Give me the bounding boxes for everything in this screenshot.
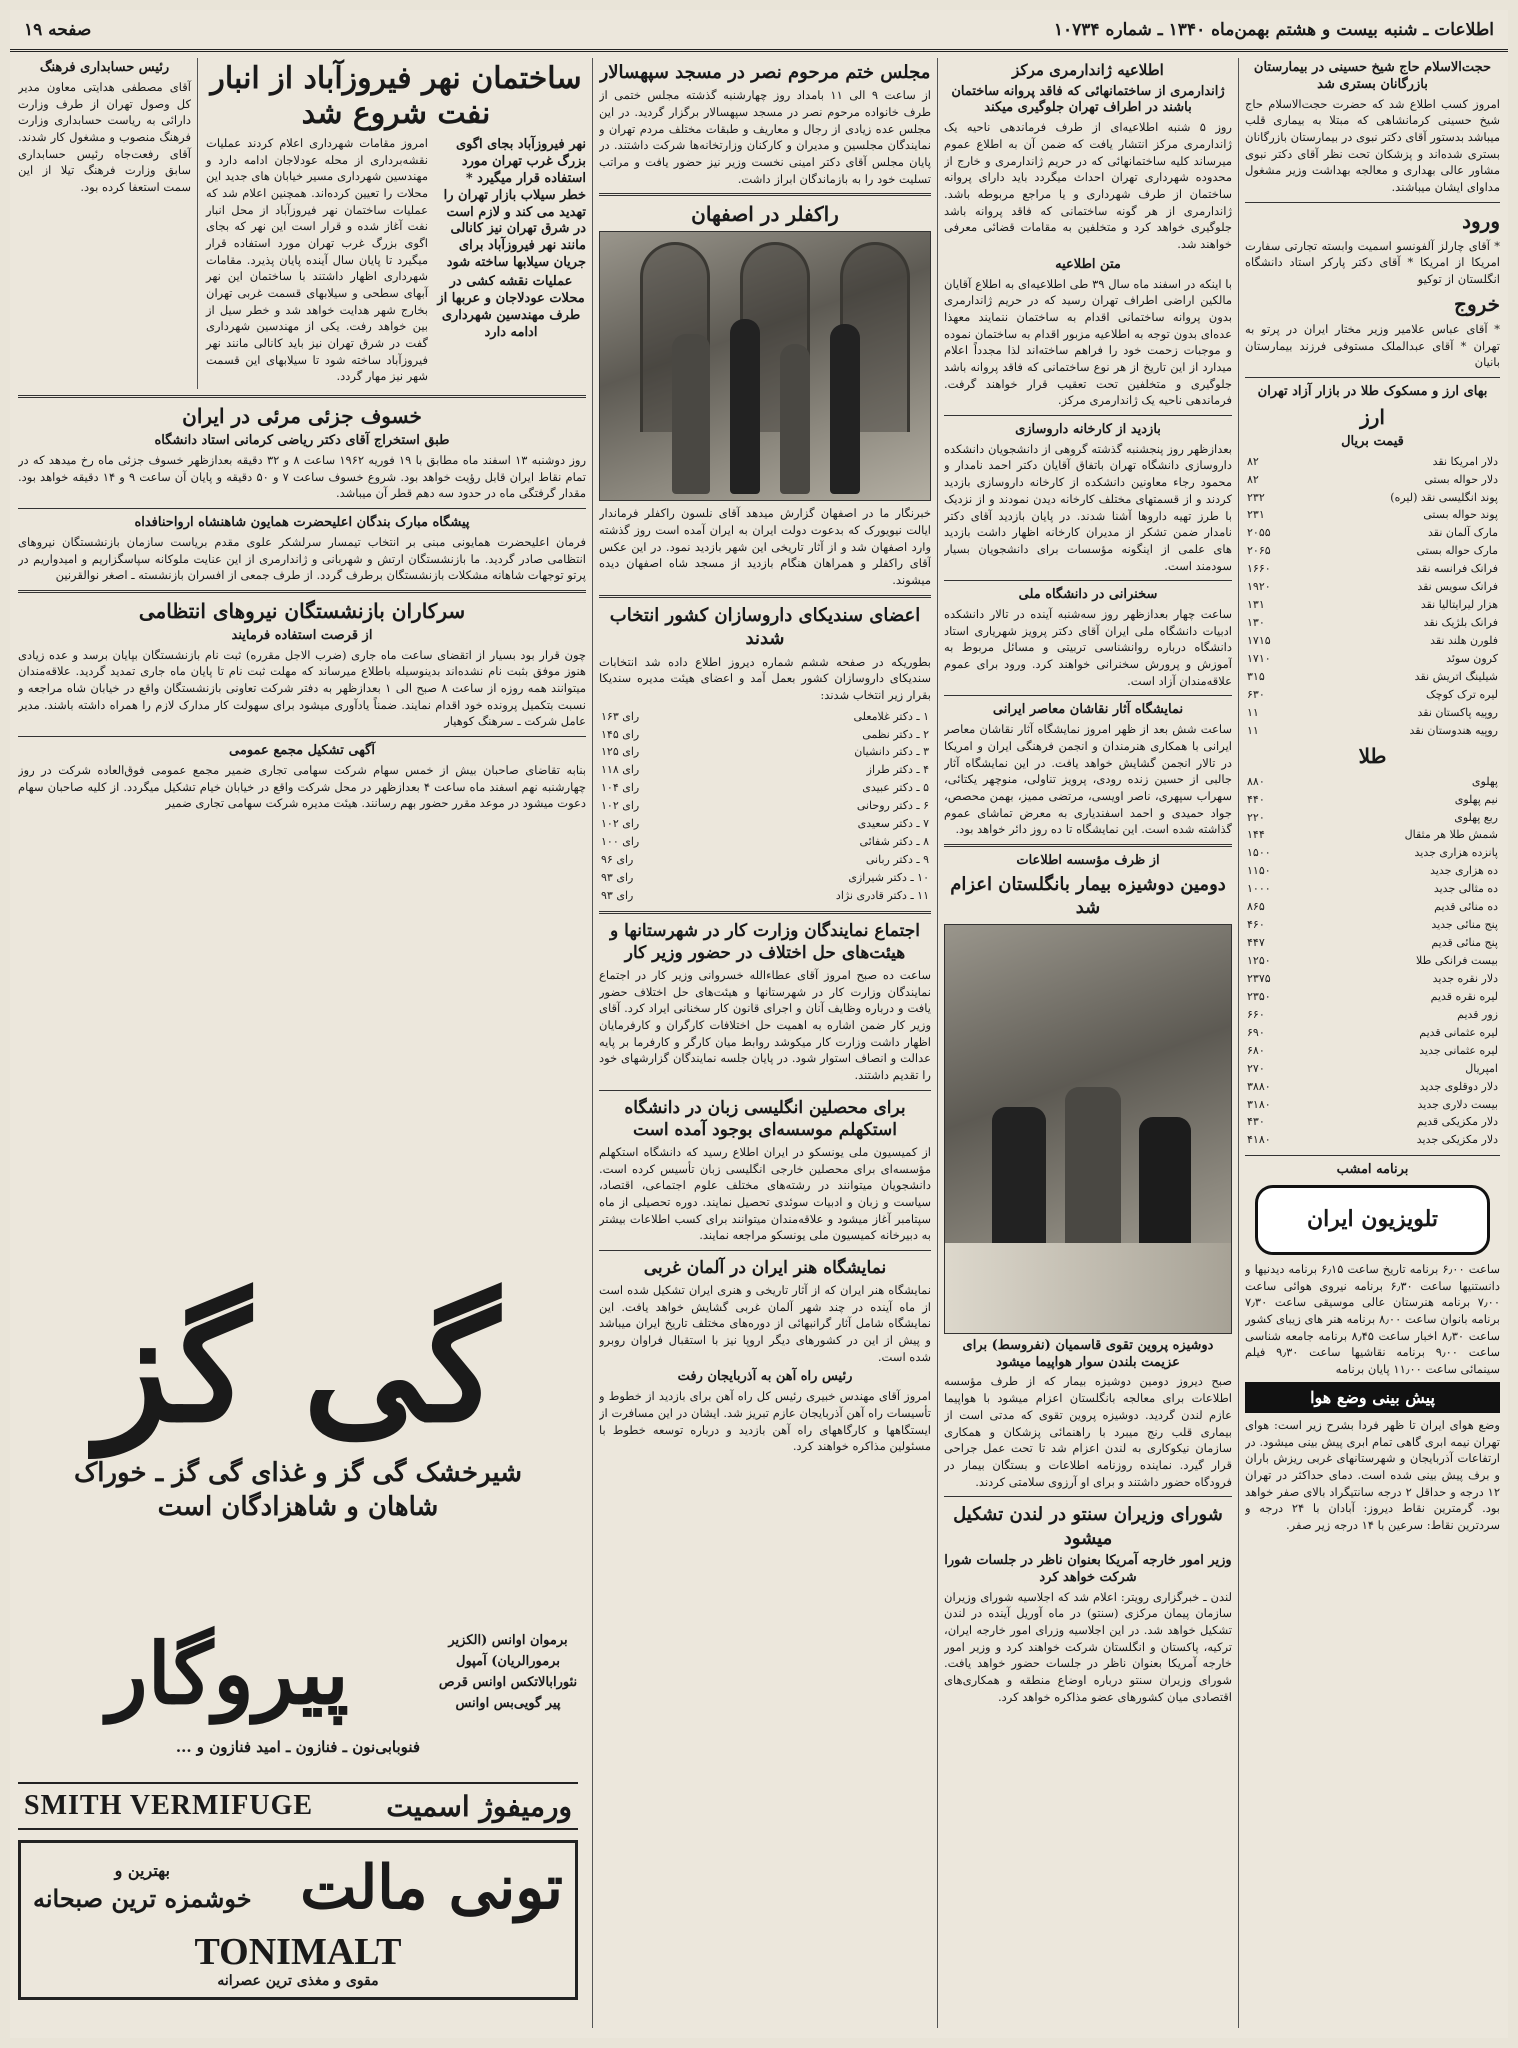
story-title: شورای وزیران سنتو در لندن تشکیل میشود — [953, 1504, 1223, 1549]
table-row — [1245, 916, 1500, 934]
row-value: ۲۷۰ — [1247, 1061, 1265, 1075]
story-body: صبح دیروز دومین دوشیزه بیمار که از طرف مؤسسه اطلاعات برای معالجه بانگلستان اعزام میشود با هواپیما عازم لندن گردید. دوشیزه پروین تقوی که مدتی است از بیماری قلب رنج میبرد با راهنمائی پزشکان و همکاری سازمان نیکوکاری به لندن اعزام شد تا تحت عمل جراحی قرار گیرد. نماینده روزنامه اطلاعات و بستگان بیمار در فرودگاه حضور داشتند و برای او آرزوی سلامتی کردند. — [944, 1374, 1232, 1489]
row-label: شمش طلا هر مثقال — [1404, 828, 1498, 842]
table-row — [1245, 596, 1500, 614]
row-label: پهلوی — [1471, 774, 1498, 788]
row-value: ۱۰۲ رای — [601, 799, 640, 813]
story-title: پیشگاه مبارک بندگان اعلیحضرت همایون شاهنشاه ارواحنافداه — [134, 514, 470, 530]
row-value: ۲۰۵۵ — [1247, 526, 1271, 540]
tonimalt-fa-logo: تونی مالت — [300, 1853, 563, 1923]
row-value: ۱۰۲ رای — [601, 817, 640, 831]
masthead-issue: اطلاعات ـ شنبه بیست و هشتم بهمن‌ماه ۱۳۴۰ ـ شماره ۱۰۷۳۴ — [1053, 19, 1494, 40]
table-row — [1245, 1024, 1500, 1042]
story-title: خسوف جزئی مرئی در ایران — [182, 404, 422, 429]
row-label: کرون سوئد — [1446, 651, 1498, 665]
gold-heading: طلا — [1358, 743, 1387, 768]
row-label: پوند حواله بستی — [1423, 508, 1498, 522]
story-body: از کمیسیون ملی یونسکو در ایران اطلاع رسید که دانشگاه استکهلم مؤسسه‌ای برای محصلین خارجی انگلیسی زبان تأسیس کرده است. دانشجویان میتوانند در رشته‌های مختلف علوم اجتماعی، اقتصاد، سیاست و زبان و ادبیات سوئدی تحصیل نمایند. دوره تحصیلی از ماه سپتامبر آغاز میشود و علاقه‌مندان میتوانند برای کسب اطلاعات بیشتر به دبیرخانه کمیسیون ملی یونسکو مراجعه نمایند. — [599, 1144, 931, 1243]
story-title: راکفلر در اصفهان — [691, 202, 839, 227]
row-value: ۱۱ — [1247, 705, 1259, 719]
row-label: بیست دلاری جدید — [1417, 1097, 1498, 1111]
tonimalt-slogan-1: بهترین و — [114, 1861, 170, 1880]
table-row — [1245, 934, 1500, 952]
row-value: ۸۸۰ — [1247, 774, 1265, 788]
row-label: پنج منائی قدیم — [1431, 936, 1498, 950]
patient-departure-photo — [944, 924, 1232, 1334]
table-row — [1245, 773, 1500, 791]
row-value: ۱۳۰ — [1247, 616, 1265, 630]
story-source: از ظرف مؤسسه اطلاعات — [1016, 853, 1160, 869]
smith-fa: ورمیفوژ اسمیت — [386, 1789, 572, 1823]
story-body: بطوریکه در صفحه ششم شماره دیروز اطلاع داده شد انتخابات سندیکای داروسازان کشور بعمل آمد و اعضای هیئت مدیره سندیکا بقرار زیر انتخاب شدند: — [599, 654, 931, 702]
story-body: فرمان اعلیحضرت همایونی مبنی بر انتخاب تیمسار سرلشکر علوی مقدم بریاست سازمان بازنشستگان نیروهای انتظامی صادر گردید. ما بازنشستگان ارتش و شهربانی و ژاندارمری از این عنایت ملوکانه سپاسگزاریم و امیدواریم در پرتو توجهات شاهانه مشکلات بازنشستگان برطرف گردد. از طرف جمعی از افسران بازنشسته ـ اصغر نوالقرنین — [18, 534, 586, 583]
column-announcements — [944, 58, 1232, 2028]
story-title: بازدید از کارخانه داروسازی — [1015, 421, 1161, 437]
row-value: ۳۱۸۰ — [1247, 1097, 1271, 1111]
row-label: ۶ ـ دکتر روحانی — [856, 799, 929, 813]
row-label: دلار دوقلوی جدید — [1419, 1079, 1498, 1093]
story-subtitle: متن اطلاعیه — [1055, 256, 1121, 272]
row-label: مارک آلمان نقد — [1428, 526, 1498, 540]
table-row — [1245, 952, 1500, 970]
story-body: امروز مقامات شهرداری اعلام کردند عملیات نقشه‌برداری از محله عودلاجان ادامه دارد و مهندسین شهرداری مسیر خیابان های جدید این محلات را تعیین کرده‌اند. همچنین اعلام شد که عملیات ساختمان نهر فیروزآباد از محل انبار نفت آغاز شده و قرار است این نهر که بجای اگوی بزرگ غرب تهران مورد استفاده قرار میگیرد تا پایان سال آینده پایان پذیرد. مقامات شهرداری اظهار داشتند با ساختمان این نهر آبهای سطحی و سیلابهای قسمت غربی تهران بخارج شهر هدایت خواهد شد و خطر سیل از بین خواهد رفت. یکی از مهندسین شهرداری گفت در شرق تهران نیز باید کانالی مانند نهر فیروزآباد ساخته شود تا سیلابهای این قسمت شهر نیز مهار گردد. — [206, 136, 428, 384]
row-value: ۱۹۲۰ — [1247, 580, 1271, 594]
gold-table — [1245, 773, 1500, 1150]
table-row — [1245, 578, 1500, 596]
guigoz-tagline: شیرخشک گی گز و غذای گی گز ـ خوراک — [73, 1458, 523, 1488]
row-value: ۶۹۰ — [1247, 1025, 1265, 1039]
tv-schedule: ساعت ۶٫۰۰ برنامه تاریخ ساعت ۶٫۱۵ برنامه دیدنیها و دانستنیها ساعت ۶٫۳۰ برنامه نیروی هوائی ساعت ۷٫۰۰ برنامه هنرستان عالی موسیقی ساعت ۷٫۳۰ برنامه بانوان ساعت ۸٫۰۰ برنامه هنر های زیبای کشور ساعت ۸٫۳۰ اخبار ساعت ۸٫۴۵ برنامه جامعه شناسی ساعت ۹٫۰۰ برنامه نقاشیها ساعت ۹٫۳۰ فیلم سینمائی ساعت ۱۱٫۰۰ پایان برنامه — [1245, 1262, 1500, 1377]
row-value: ۱۱۵۰ — [1247, 864, 1271, 878]
rates-heading: بهای ارز و مسکوک طلا در بازار آزاد تهران — [1257, 383, 1488, 399]
row-value: ۲۳۷۵ — [1247, 971, 1271, 985]
table-row — [1245, 650, 1500, 668]
row-value: ۱۶۳ رای — [601, 709, 640, 723]
table-row — [1245, 880, 1500, 898]
story-title: رئیس حسابداری فرهنگ — [39, 60, 170, 75]
table-row — [599, 726, 931, 744]
row-value: ۴۶۰ — [1247, 918, 1265, 932]
story-title: اعضای سندیکای داروسازان کشور انتخاب شدند — [609, 604, 921, 650]
row-label: ۸ ـ دکتر شفائی — [859, 835, 929, 849]
table-row — [599, 851, 931, 869]
row-label: ده مثالی جدید — [1433, 882, 1498, 896]
row-label: ۹ ـ دکتر ربانی — [865, 853, 929, 867]
row-label: فرانک فرانسه نقد — [1416, 562, 1498, 576]
table-row — [1245, 1060, 1500, 1078]
rockefeller-isfahan-photo — [599, 231, 931, 501]
story-title: سخنرانی در دانشگاه ملی — [1018, 587, 1158, 603]
table-row — [1245, 704, 1500, 722]
story-title: رئیس راه آهن به آذربایجان رفت — [677, 1369, 853, 1385]
row-value: ۱۳۱ — [1247, 598, 1265, 612]
row-value: ۱۰۰۰ — [1247, 882, 1271, 896]
row-label: نیم پهلوی — [1454, 792, 1498, 806]
story-body: ساعت ده صبح امروز آقای عطاءالله خسروانی وزیر کار در اجتماع نمایندگان وزارت کار در شهرستانها و هیئت‌های حل اختلاف حضور یافت و درباره وظایف آنان و اجرای قانون کار سخنانی ایراد کرد. آقای وزیر کار ضمن اشاره به اهمیت حل اختلافات کارگران و کارفرمایان اظهار داشت وزارت کار میکوشد روابط میان کارگر و کارفرما بر پایه عدالت و انصاف استوار شود. در پایان جلسه نمایندگان گزارشهای خود را تقدیم داشتند. — [599, 968, 931, 1083]
row-value: ۶۶۰ — [1247, 1007, 1265, 1021]
row-label: فرانک بلژیک نقد — [1423, 616, 1498, 630]
table-row — [599, 779, 931, 797]
story-body: امروز آقای مهندس خبیری رئیس کل راه آهن برای بازدید از خطوط و تأسیسات راه آهن آذربایجان عازم تبریز شد. ایشان در این مسافرت از ایستگاهها و کارگاههای راه آهن بازدید و درباره توسعه خطوط با مسئولین مذاکره خواهند کرد. — [599, 1389, 931, 1454]
table-row — [1245, 844, 1500, 862]
story-title: حجت‌الاسلام حاج شیخ حسینی در بیمارستان بازرگانان بستری شد — [1253, 60, 1492, 92]
row-value: ۱۱۸ رای — [601, 763, 640, 777]
row-label: دلار مکزیکی قدیم — [1416, 1115, 1498, 1129]
row-label: امپریال — [1465, 1061, 1498, 1075]
tv-logo: تلویزیون ایران — [1255, 1185, 1490, 1255]
table-row — [1245, 1113, 1500, 1131]
guigoz-tagline-2: شاهان و شاهزادگان است — [157, 1492, 439, 1522]
table-row — [1245, 524, 1500, 542]
table-row — [1245, 809, 1500, 827]
table-row — [1245, 668, 1500, 686]
story-subtitle: عملیات نقشه کشی در محلات عودلاجان و عربها از طرف مهندسین شهرداری ادامه دارد — [437, 274, 585, 340]
table-row — [1245, 686, 1500, 704]
row-label: ۵ ـ دکتر عبیدی — [862, 781, 929, 795]
column-center-news — [599, 58, 931, 2028]
story-title: مجلس ختم مرحوم نصر در مسجد سپهسالار — [599, 62, 931, 83]
story-body: با اینکه در اسفند ماه سال ۳۹ طی اطلاعیه‌ای به اطلاع آقایان مالکین اراضی اطراف تهران رسید که در حریم ژاندارمری بدون پروانه ساختمانی اقدام به ساختمان ننمایند معهذا عده‌ای بدون توجه به اطلاعیه مزبور اقدام به ساختمان نموده و موجبات زحمت خود را فراهم ساخته‌اند لذا مجدداً اعلام میدارد از این تاریخ از هر نوع ساختمانی که فاقد پروانه باشد جلوگیری و متخلفین تحت تعقیب قرار خواهند گرفت. فرماندهی ناحیه یک ژاندارمری مرکز. — [944, 276, 1232, 408]
row-value: ۴۱۸۰ — [1247, 1133, 1271, 1147]
row-label: ۱۰ ـ دکتر شیرازی — [848, 871, 929, 885]
story-body: امروز کسب اطلاع شد که حضرت حجت‌الاسلام حاج شیخ حسینی کرمانشاهی که مبتلا به بیماری قلب میباشد بدستور آقای دکتر نبوی در بیمارستان بازرگانان بستری شده‌اند و پزشکان تحت نظر آقای دکتر نبوی مشاور عالی بهداری و معالجه بهداشت وزیر مشغول مداوای ایشان میباشند. — [1245, 96, 1500, 195]
row-value: ۳۱۵ — [1247, 669, 1265, 683]
row-label: هزار لیرایتالیا نقد — [1420, 598, 1498, 612]
tonimalt-ad — [18, 1840, 578, 2000]
currency-heading: ارز — [1360, 404, 1385, 429]
table-row — [1245, 791, 1500, 809]
row-label: ۷ ـ دکتر سعیدی — [857, 817, 929, 831]
table-row — [1245, 1006, 1500, 1024]
guigoz-ad — [18, 1268, 578, 1598]
weather-body: وضع هوای ایران تا ظهر فردا بشرح زیر است: هوای تهران نیمه ابری گاهی تمام ابری پیش بینی میشود. در ارتفاعات آذربایجان و شهرستانهای غربی ریزش باران و برف پیش بینی شده است. دمای حداکثر در تهران ۱۲ درجه و حداقل ۲ درجه سانتیگراد بالای صفر خواهد بود. گرمترین نقاط دیروز: آبادان با ۲۴ درجه و سردترین نقاط: سرعین با ۱۴ درجه زیر صفر. — [1245, 1417, 1500, 1533]
row-label: روپیه هندوستان نقد — [1409, 723, 1498, 737]
table-row — [599, 743, 931, 761]
table-row — [1245, 898, 1500, 916]
tonimalt-slogan-2: خوشمزه ترین صبحانه — [33, 1884, 252, 1914]
arrivals-body: * آقای چارلز آلفونسو اسمیت وابسته تجارتی سفارت امریکا از امریکا * آقای دکتر پارکر استاد دانشگاه انگلستان از توکیو — [1245, 238, 1500, 287]
row-value: ۱۰۰ رای — [601, 835, 640, 849]
row-label: ربع پهلوی — [1454, 810, 1498, 824]
row-value: ۹۳ رای — [601, 888, 634, 902]
pirogar-footer: فنوبابی‌نون ـ فنازون ـ امید فنازون و ... — [175, 1738, 421, 1756]
row-value: ۳۸۸۰ — [1247, 1079, 1271, 1093]
pirogar-products: برموان اوانس (الکزیر برمورالریان) آمپول نئورابالاتکس اوانس قرص پیر گویی‌بس اوانس — [438, 1633, 578, 1711]
row-value: ۹۳ رای — [601, 871, 634, 885]
table-row — [599, 887, 931, 905]
masthead — [10, 10, 1508, 52]
row-label: شیلینگ اتریش نقد — [1414, 669, 1498, 683]
row-label: روپیه پاکستان نقد — [1417, 705, 1498, 719]
table-row — [1245, 862, 1500, 880]
row-label: ۳ ـ دکتر دانشیان — [854, 745, 929, 759]
row-label: ۱ ـ دکتر غلامعلی — [853, 709, 929, 723]
story-subtitle: از قرصت استفاده فرمایند — [231, 627, 373, 643]
row-label: ۴ ـ دکتر طراز — [866, 763, 929, 777]
table-row — [1245, 988, 1500, 1006]
story-title: اطلاعیه ژاندارمری مرکز — [1012, 61, 1164, 79]
row-value: ۸۲ — [1247, 472, 1259, 486]
story-body: روز ۵ شنبه اطلاعیه‌ای از طرف فرماندهی ناحیه یک ژاندارمری مرکز انتشار یافت که ضمن آن به اطلاع عموم میرساند کلیه ساختمانهائی که در حریم ژاندارمری و خارج از محدوده شهرداری تهران احداث میگردد باید دارای پروانه ساختمان از طرف شهرداری و یا مراجع مربوطه باشد. ژاندارمری از هر گونه ساختمانی که فاقد پروانه باشد جلوگیری خواهد کرد و متخلفین به مقامات قضائی معرفی خواهند شد. — [944, 120, 1232, 251]
table-row — [599, 708, 931, 726]
pirogar-ad — [18, 1608, 578, 1776]
row-label: مارک حواله بستی — [1416, 544, 1498, 558]
departures-body: * آقای عباس علامیر وزیر مختار ایران در پرتو به تهران * آقای عبدالملک مستوفی فرزند بیمارستان بانیان — [1245, 321, 1500, 370]
arrivals-heading: ورود — [1462, 208, 1500, 233]
story-body: از ساعت ۹ الی ۱۱ بامداد روز چهارشنبه گذشته مجلس ختمی از طرف خانواده مرحوم نصر در مسجد سپهسالار برگزار گردید. در این مجلس عده زیادی از رجال و معاریف و طبقات مختلف مردم تهران و نمایندگان مجلسین و مدیران و کارکنان وزارتخانه‌ها شرکت داشتند. در پایان مجلس آقای دکتر امینی نخست وزیر نیز حضور یافت و مراتب تسلیت خود را به بازماندگان ابراز داشت. — [599, 88, 931, 186]
column-news-rates — [1245, 58, 1500, 2028]
row-value: ۶۸۰ — [1247, 1043, 1265, 1057]
story-title: دومین دوشیزه بیمار بانگلستان اعزام شد — [950, 873, 1226, 919]
table-row — [1245, 722, 1500, 740]
row-value: ۱۵۰۰ — [1247, 846, 1271, 860]
row-value: ۶۳۰ — [1247, 687, 1265, 701]
weather-heading: پیش بینی وضع هوا — [1245, 1382, 1500, 1413]
story-body: چون قرار بود بسیار از اتقضای ساعت ماه جاری (ضرب الاجل مقرره) ثبت نام بازنشستگان بپایان برسد و عده زیادی هنوز موفق بثبت نام نشده‌اند بدینوسیله باطلاع میرساند که مهلت ثبت نام تا پایان ماه جاری تمدید گردید. علاقه‌مندان میتوانند همه روزه از ساعت ۸ صبح الی ۱ بعدازظهر به دفتر شرکت تعاونی بازنشستگان واقع در خیابان شاه مراجعه و نسبت بتکمیل پرونده خود اقدام نمایند. ضمناً یادآوری میشود برای سهولت کار مدارک لازم را همراه داشته باشند. مدیر عامل شرکت ـ سرهنگ کوهیار — [18, 647, 586, 729]
story-title: نمایشگاه آثار نقاشان معاصر ایرانی — [992, 702, 1184, 718]
row-value: ۴۴۰ — [1247, 792, 1265, 806]
row-value: ۱۴۴ — [1247, 828, 1265, 842]
story-title: ساختمان نهر فیروزآباد از انبار نفت شروع شد — [210, 61, 582, 131]
table-row — [1245, 614, 1500, 632]
row-label: لیره ترک کوچک — [1425, 687, 1498, 701]
row-label: لیره عثمانی جدید — [1419, 1043, 1498, 1057]
row-value: ۱۷۱۰ — [1247, 651, 1271, 665]
row-value: ۲۰۶۵ — [1247, 544, 1271, 558]
row-label: زور قدیم — [1457, 1007, 1498, 1021]
row-value: ۸۲ — [1247, 454, 1259, 468]
row-label: پوند انگلیسی نقد (لیره) — [1390, 490, 1498, 504]
table-row — [1245, 489, 1500, 507]
row-label: دلار نقره جدید — [1432, 971, 1498, 985]
smith-en: SMITH VERMIFUGE — [24, 1790, 314, 1821]
photo-caption: دوشیزه پروین تقوی قاسمیان (نفروسط) برای عزیمت بلندن سوار هواپیما میشود — [962, 1337, 1214, 1370]
row-label: لیره عثمانی قدیم — [1419, 1025, 1498, 1039]
table-row — [1245, 970, 1500, 988]
table-row — [1245, 826, 1500, 844]
row-label: ۲ ـ دکتر نظمی — [862, 727, 929, 741]
row-value: ۲۳۱ — [1247, 508, 1265, 522]
story-title: نمایشگاه هنر ایران در آلمان غربی — [643, 1258, 887, 1278]
row-value: ۸۶۵ — [1247, 900, 1265, 914]
table-row — [1245, 471, 1500, 489]
row-label: ده هزاری جدید — [1430, 864, 1498, 878]
story-body: بعدازظهر روز پنجشنبه گذشته گروهی از دانشجویان دانشکده داروسازی دانشگاه تهران باتفاق آقایان دکتر احمد نامدار و محمود رجاء معاونین دانشکده از کارخانه داروسازی بازدید کردند و از قسمتهای مختلف کارخانه دیدن نمودند و از نزدیک با طرز تهیه داروها آشنا شدند. در پایان بازدید آقای دکتر نامدار ضمن تشکر از مدیران کارخانه اظهار داشت بازدید های علمی از اینگونه مؤسسات برای دانشجویان بسیار سودمند است. — [944, 441, 1232, 573]
row-label: دلار حواله بستی — [1424, 472, 1498, 486]
row-label: دلار مکزیکی جدید — [1416, 1133, 1498, 1147]
story-subtitle: ژاندارمری از ساختمانهائی که فاقد پروانه ساختمان باشند در اطراف تهران جلوگیری میکند — [951, 83, 1225, 116]
story-body: نمایشگاه هنر ایران که از آثار تاریخی و هنری ایران تشکیل شده است از ماه آینده در چند شهر آلمان غربی گشایش خواهد یافت. این نمایشگاه شامل آثار گرانبهائی از دوره‌های مختلف تاریخ ایران میباشد و پیش از این در کشورهای دیگر اروپا نیز با استقبال فراوان روبرو شده است. — [599, 1283, 931, 1364]
currency-table — [1245, 453, 1500, 740]
story-body: آقای مصطفی هدایتی معاون مدیر کل وصول تهران از طرف وزارت دارائی به ریاست حسابداری وزارت فرهنگ منصوب و مشغول کار شدند. آقای رفعت‌جاه رئیس حسابداری سابق وزارت فرهنگ تیلا از این سمت استعفا کرده بود. — [18, 79, 191, 194]
guigoz-logo: گی گز — [96, 1280, 500, 1456]
story-body: لندن ـ خبرگزاری رویتر: اعلام شد که اجلاسیه شورای وزیران سازمان پیمان مرکزی (سنتو) در ماه آوریل آینده در لندن تشکیل خواهد شد. در این اجلاسیه وزرای امور خارجه ایران، ترکیه، پاکستان و انگلستان شرکت خواهند کرد و وزیر امور خارجه آمریکا بعنوان ناظر در جلسات حضور خواهد یافت. شورای وزیران سنتو درباره اوضاع منطقه و همکاری‌های اقتصادی میان کشورهای عضو مذاکره خواهد کرد. — [944, 1589, 1232, 1704]
table-row — [599, 761, 931, 779]
row-label: دلار امریکا نقد — [1432, 454, 1498, 468]
row-label: بیست فرانکی طلا — [1416, 954, 1498, 967]
table-row — [1245, 1096, 1500, 1114]
story-bullets: نهر فیروزآباد بجای اگوی بزرگ غرب تهران مورد استفاده قرار میگیرد * خطر سیلاب بازار تهران را تهدید می کند و لازم است در شرق تهران نیز کانالی مانند نهر فیروزآباد برای جریان سیلابها ساخته شود — [443, 137, 586, 271]
story-body: ساعت چهار بعدازظهر روز سه‌شنبه آینده در تالار دانشکده ادبیات دانشگاه ملی ایران آقای دکتر پرویز شهریاری استاد دانشگاه درباره روانشناسی تربیتی و مسائل مربوط به آموزش و پرورش سخنرانی خواهند کرد. ورود برای عموم علاقه‌مندان آزاد است. — [944, 607, 1232, 688]
row-label: فرانک سویس نقد — [1417, 580, 1498, 594]
syndicate-results-table — [599, 708, 931, 905]
tonimalt-en-logo: TONIMALT — [194, 1931, 402, 1973]
row-value: ۱۲۵۰ — [1247, 954, 1271, 967]
table-row — [1245, 632, 1500, 650]
story-subtitle: طبق استخراج آقای دکتر ریاضی کرمانی استاد دانشگاه — [154, 433, 450, 449]
row-value: ۴۳۰ — [1247, 1115, 1265, 1129]
row-label: لیره نقره قدیم — [1430, 989, 1498, 1003]
row-value: ۱۴۵ رای — [601, 727, 640, 741]
tv-heading: برنامه امشب — [1336, 1162, 1409, 1178]
masthead-page-number: صفحه ۱۹ — [24, 19, 92, 40]
row-value: ۱۷۱۵ — [1247, 634, 1271, 647]
story-body: بنابه تقاضای صاحبان بیش از خمس سهام شرکت سهامی تجاری ضمیر مجمع عمومی فوق‌العاده شرکت در روز چهارشنبه نهم اسفند ماه ساعت ۴ بعدازظهر در محل شرکت واقع در خیابان خیام تشکیل میگردد. از کلیه صاحبان سهام دعوت میشود در موعد مقرر حضور بهم رسانند. هیئت مدیره شرکت سهامی تجاری ضمیر — [18, 763, 586, 811]
row-value: ۲۲۰ — [1247, 810, 1265, 824]
story-title: برای محصلین انگلیسی زبان در دانشگاه استکهلم موسسه‌ای بوجود آمده است — [624, 1097, 906, 1140]
table-row — [1245, 1042, 1500, 1060]
row-value: ۲۳۵۰ — [1247, 989, 1271, 1003]
departures-heading: خروج — [1454, 291, 1500, 316]
row-label: فلورن هلند نقد — [1430, 634, 1498, 647]
row-label: ده منائی قدیم — [1434, 900, 1498, 914]
row-label: ۱۱ ـ دکتر قادری نژاد — [835, 888, 929, 902]
currency-unit: قیمت بریال — [1341, 433, 1404, 449]
row-value: ۱۶۶۰ — [1247, 562, 1271, 576]
story-subtitle: وزیر امور خارجه آمریکا بعنوان ناظر در جلسات شورا شرکت خواهد کرد — [944, 1552, 1232, 1585]
row-value: ۱۰۴ رای — [601, 781, 640, 795]
story-title: سرکاران بازنشستگان نیروهای انتظامی — [138, 598, 466, 623]
row-value: ۹۶ رای — [601, 853, 634, 867]
table-row — [599, 815, 931, 833]
table-row — [1245, 542, 1500, 560]
table-row — [599, 869, 931, 887]
row-label: پانزده هزاری جدید — [1414, 846, 1498, 860]
tonimalt-footer: مقوی و مغذی ترین عصرانه — [217, 1973, 379, 1989]
smith-vermifuge-ad — [18, 1782, 578, 1830]
table-row — [1245, 560, 1500, 578]
row-label: پنج منائی جدید — [1431, 918, 1498, 932]
table-row — [1245, 506, 1500, 524]
row-value: ۴۴۷ — [1247, 936, 1265, 950]
table-row — [1245, 1078, 1500, 1096]
table-row — [1245, 1131, 1500, 1149]
story-title: اجتماع نمایندگان وزارت کار در شهرستانها و هیئت‌های حل اختلاف در حضور وزیر کار — [610, 920, 920, 963]
row-value: ۱۲۵ رای — [601, 745, 640, 759]
photo-caption: خبرنگار ما در اصفهان گزارش میدهد آقای نلسون راکفلر فرماندار ایالت نیویورک که بدعوت دولت ایران به ایران آمده است روز گذشته وارد اصفهان شد و از آثار تاریخی این شهر بازدید نمود. در این عکس آقای راکفلر و همراهان هنگام بازدید از مسجد شاه اصفهان دیده میشوند. — [599, 506, 931, 588]
column-city-news — [18, 58, 586, 1258]
story-title: آگهی تشکیل مجمع عمومی — [229, 743, 375, 759]
row-value: ۱۱ — [1247, 723, 1259, 737]
row-value: ۲۳۲ — [1247, 490, 1265, 504]
newspaper-page — [10, 10, 1508, 2038]
table-row — [599, 833, 931, 851]
story-body: ساعت شش بعد از ظهر امروز نمایشگاه آثار نقاشان معاصر ایرانی با همکاری هنرمندان و انجمن فرهنگی ایران و امریکا در تالار انجمن گشایش خواهد یافت. در این نمایشگاه آثار جالبی از حسین زنده رودی، پرویز تناولی، منوچهر یکتائی، سهراب سپهری، ناصر اویسی، مرتضی ممیز، بهمن محصص، جواد حمیدی و احمد اسفندیاری به معرض تماشای عموم گذاشته شده است. این نمایشگاه تا ده روز دائر خواهد بود. — [944, 722, 1232, 837]
table-row — [1245, 453, 1500, 471]
story-body: روز دوشنبه ۱۳ اسفند ماه مطابق با ۱۹ فوریه ۱۹۶۲ ساعت ۸ و ۳۲ دقیقه بعدازظهر خسوف جزئی ماه رخ میدهد که در تمام نقاط ایران قابل رؤیت خواهد بود. شروع خسوف ساعت ۷ و ۵۰ دقیقه و پایان آن ساعت ۹ و ۱۴ دقیقه خواهد بود. مقدار گرفتگی ماه در حدود سه دهم قطر آن میباشد. — [18, 452, 586, 501]
table-row — [599, 797, 931, 815]
pirogar-logo: پیروگار — [107, 1623, 349, 1723]
